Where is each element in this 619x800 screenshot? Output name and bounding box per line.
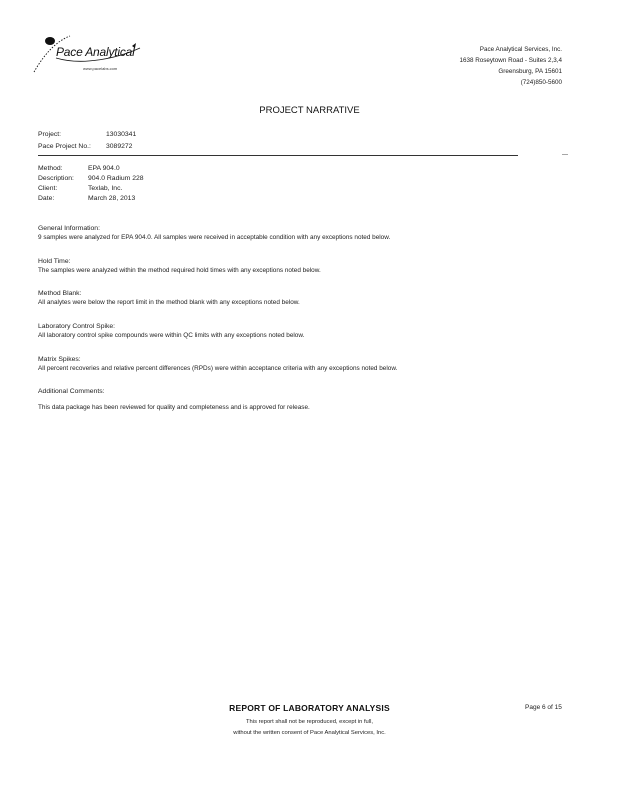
address-line: (724)850-5600 [520,79,562,86]
page-title: PROJECT NARRATIVE [259,105,360,116]
method-label: Method: [38,165,63,172]
address-line: 1638 Roseytown Road - Suites 2,3,4 [459,57,562,64]
address-line: Greensburg, PA 15601 [498,68,562,75]
logo-text: Pace Analytical [56,45,135,59]
footer-note-line: This report shall not be reproduced, except in full, [246,719,373,725]
method-row [38,165,288,175]
section-heading: Additional Comments: [38,388,105,395]
pace-project-row [38,143,238,153]
description-row [38,175,288,185]
pace-logo [28,28,146,76]
divider-tick: — [562,152,568,158]
section-body: All percent recoveries and relative percent differences (RPDs) were within acceptance criteria with any exceptions noted below. [38,365,398,372]
date-label: Date: [38,195,55,202]
section-body: All analytes were below the report limit in the method blank with any exceptions noted below. [38,299,300,306]
project-row [38,131,238,141]
pace-project-label: Pace Project No.: [38,143,91,150]
method-value: EPA 904.0 [88,165,120,172]
section-heading: Method Blank: [38,290,82,297]
section-heading: General Information: [38,225,100,232]
section-body: 9 samples were analyzed for EPA 904.0. All samples were received in acceptable condition with any exceptions noted below. [38,234,391,241]
date-value: March 28, 2013 [88,195,136,202]
company-address [459,44,562,88]
address-line: Pace Analytical Services, Inc. [479,46,562,53]
section-heading: Hold Time: [38,258,71,265]
project-value: 13030341 [106,131,137,138]
date-row [38,195,288,205]
section-body: This data package has been reviewed for quality and completeness and is approved for release. [38,404,310,411]
section-body: All laboratory control spike compounds were within QC limits with any exceptions noted below. [38,332,305,339]
section-heading: Matrix Spikes: [38,356,81,363]
client-label: Client: [38,185,58,192]
description-label: Description: [38,175,74,182]
project-label: Project: [38,131,62,138]
pace-project-value: 3089272 [106,143,133,150]
section-heading: Laboratory Control Spike: [38,323,116,330]
footer-note-line: without the written consent of Pace Analytical Services, Inc. [233,730,386,736]
client-row [38,185,288,195]
footer-title: REPORT OF LABORATORY ANALYSIS [229,703,390,713]
page-number: Page 6 of 15 [525,704,562,711]
description-value: 904.0 Radium 228 [88,175,144,182]
client-value: Texlab, Inc. [88,185,123,192]
header-divider [38,155,518,156]
logo-url: www.pacelabs.com [83,66,118,71]
section-body: The samples were analyzed within the method required hold times with any exceptions noted below. [38,267,321,274]
